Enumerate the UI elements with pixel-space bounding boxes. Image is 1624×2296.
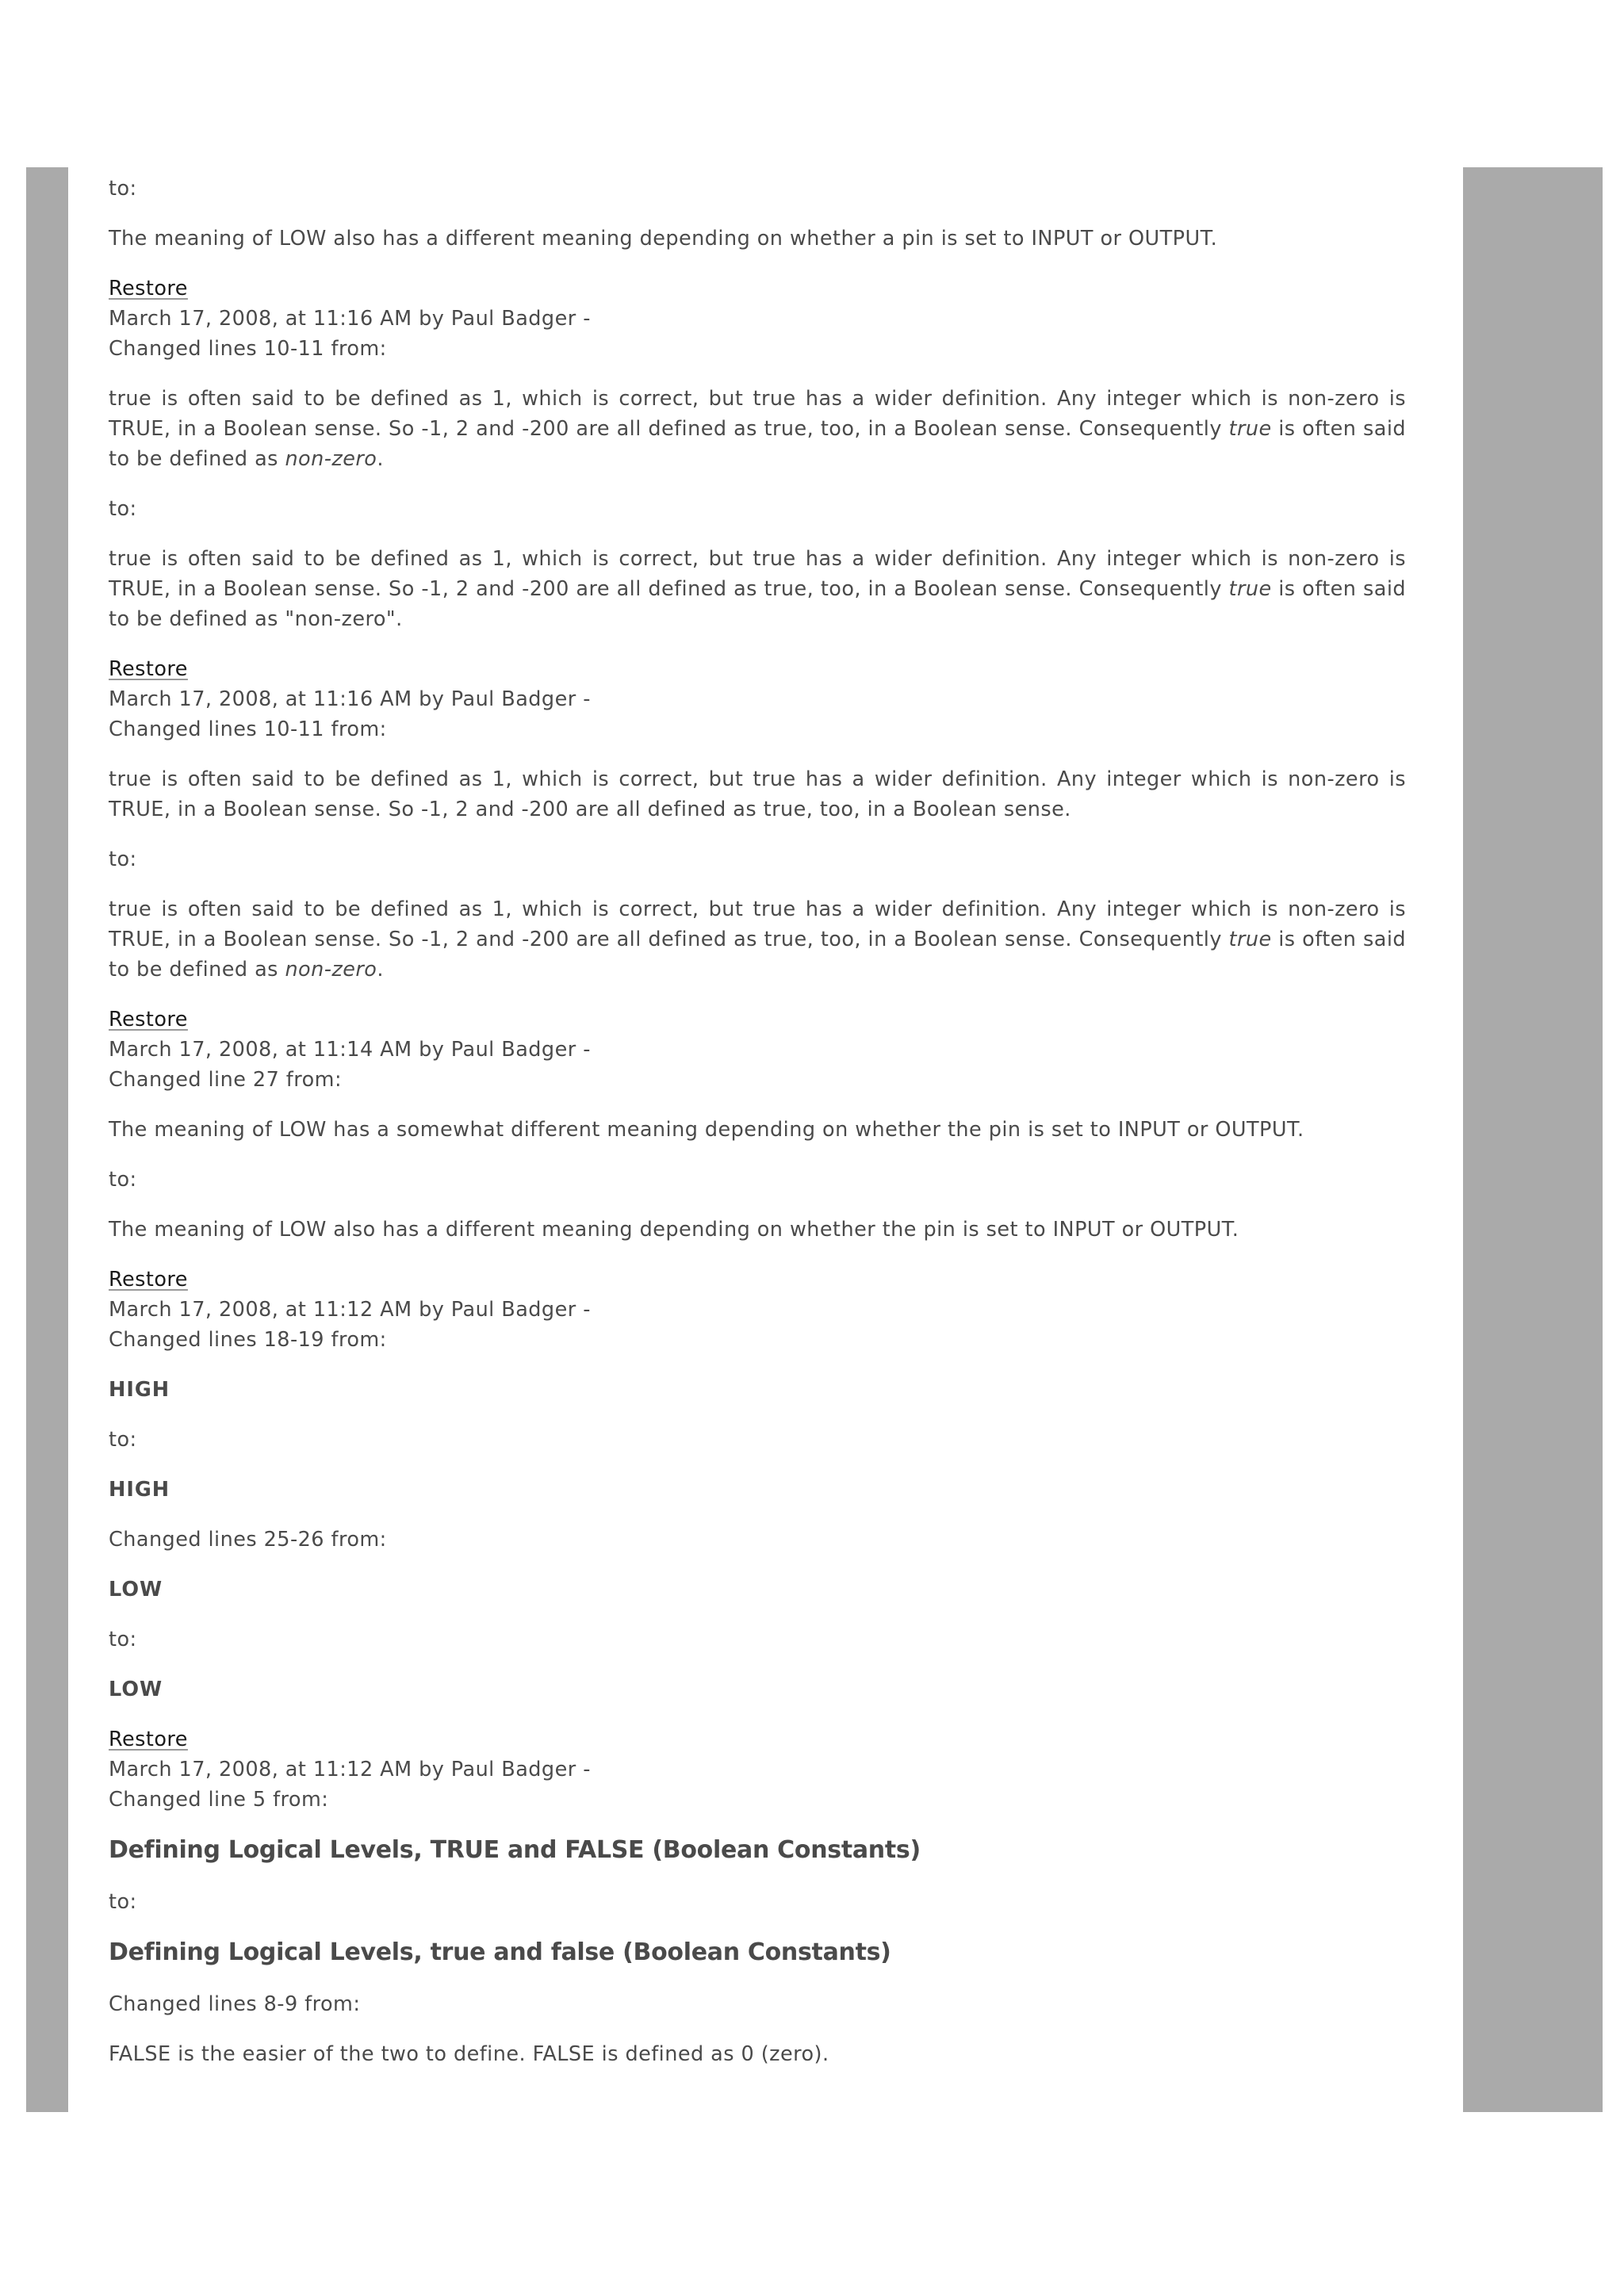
high-constant-to: HIGH — [109, 1478, 170, 1502]
revision-header — [109, 1724, 1406, 1815]
revision-change-summary: Changed line 5 from: — [109, 1788, 329, 1812]
revision-change-summary: Changed line 27 from: — [109, 1068, 342, 1092]
revision-change-summary: Changed lines 10-11 from: — [109, 718, 387, 741]
revision-text-to: true is often said to be defined as 1, which is correct, but true has a wider definition. Any integer which is non-zero is TRUE, in a Boolean sense. So -1, 2 and -200 are all defined as true, too, in a Boolean sense. Consequently true is often said to be defined as "non-zero". — [109, 547, 1406, 631]
page-history-content — [109, 174, 1406, 2089]
revision-change-summary: Changed lines 10-11 from: — [109, 337, 387, 361]
restore-link[interactable]: Restore — [109, 277, 188, 300]
restore-link[interactable]: Restore — [109, 1268, 188, 1292]
to-label: to: — [109, 1428, 137, 1452]
revision-meta: March 17, 2008, at 11:12 AM by Paul Badger - — [109, 1298, 591, 1322]
revision-text-from: true is often said to be defined as 1, which is correct, but true has a wider definition. Any integer which is non-zero is TRUE, in a Boolean sense. So -1, 2 and -200 are all defined as true, too, in a Boolean sense. Consequently true is often said to be defined as non-zero. — [109, 387, 1406, 471]
to-label: to: — [109, 1890, 137, 1914]
right-margin-bar — [1463, 167, 1603, 2112]
left-margin-bar — [26, 167, 68, 2112]
section-heading-to: Defining Logical Levels, true and false (Boolean Constants) — [109, 1938, 891, 1966]
revision-change-summary: Changed lines 18-19 from: — [109, 1328, 387, 1352]
section-heading-from: Defining Logical Levels, TRUE and FALSE (Boolean Constants) — [109, 1836, 921, 1864]
high-constant-from: HIGH — [109, 1378, 170, 1402]
revision-change-summary: Changed lines 8-9 from: — [109, 1992, 361, 2016]
to-label: to: — [109, 497, 137, 521]
revision-text-from: FALSE is the easier of the two to define. FALSE is defined as 0 (zero). — [109, 2042, 829, 2066]
revision-meta: March 17, 2008, at 11:12 AM by Paul Badger - — [109, 1758, 591, 1781]
revision-meta: March 17, 2008, at 11:16 AM by Paul Badger - — [109, 687, 591, 711]
revision-text-to: true is often said to be defined as 1, which is correct, but true has a wider definition. Any integer which is non-zero is TRUE, in a Boolean sense. So -1, 2 and -200 are all defined as true, too, in a Boolean sense. Consequently true is often said to be defined as non-zero. — [109, 897, 1406, 982]
revision-text: The meaning of LOW also has a different meaning depending on whether a pin is set to INPUT or OUTPUT. — [109, 227, 1218, 251]
restore-link[interactable]: Restore — [109, 1728, 188, 1751]
restore-link[interactable]: Restore — [109, 1008, 188, 1031]
to-label: to: — [109, 1628, 137, 1651]
revision-text-to: The meaning of LOW also has a different meaning depending on whether the pin is set to INPUT or OUTPUT. — [109, 1218, 1239, 1242]
revision-header — [109, 1265, 1406, 1355]
revision-header — [109, 654, 1406, 744]
restore-link[interactable]: Restore — [109, 657, 188, 681]
revision-header — [109, 274, 1406, 364]
to-label: to: — [109, 1168, 137, 1192]
revision-header — [109, 1004, 1406, 1095]
to-label: to: — [109, 848, 137, 871]
low-constant-to: LOW — [109, 1678, 163, 1701]
revision-change-summary: Changed lines 25-26 from: — [109, 1528, 387, 1552]
revision-meta: March 17, 2008, at 11:16 AM by Paul Badger - — [109, 307, 591, 331]
to-label: to: — [109, 177, 137, 201]
low-constant-from: LOW — [109, 1578, 163, 1601]
revision-text-from: The meaning of LOW has a somewhat different meaning depending on whether the pin is set to INPUT or OUTPUT. — [109, 1118, 1304, 1142]
revision-text-from: true is often said to be defined as 1, which is correct, but true has a wider definition. Any integer which is non-zero is TRUE, in a Boolean sense. So -1, 2 and -200 are all defined as true, too, in a Boolean sense. — [109, 767, 1406, 821]
revision-meta: March 17, 2008, at 11:14 AM by Paul Badger - — [109, 1038, 591, 1062]
